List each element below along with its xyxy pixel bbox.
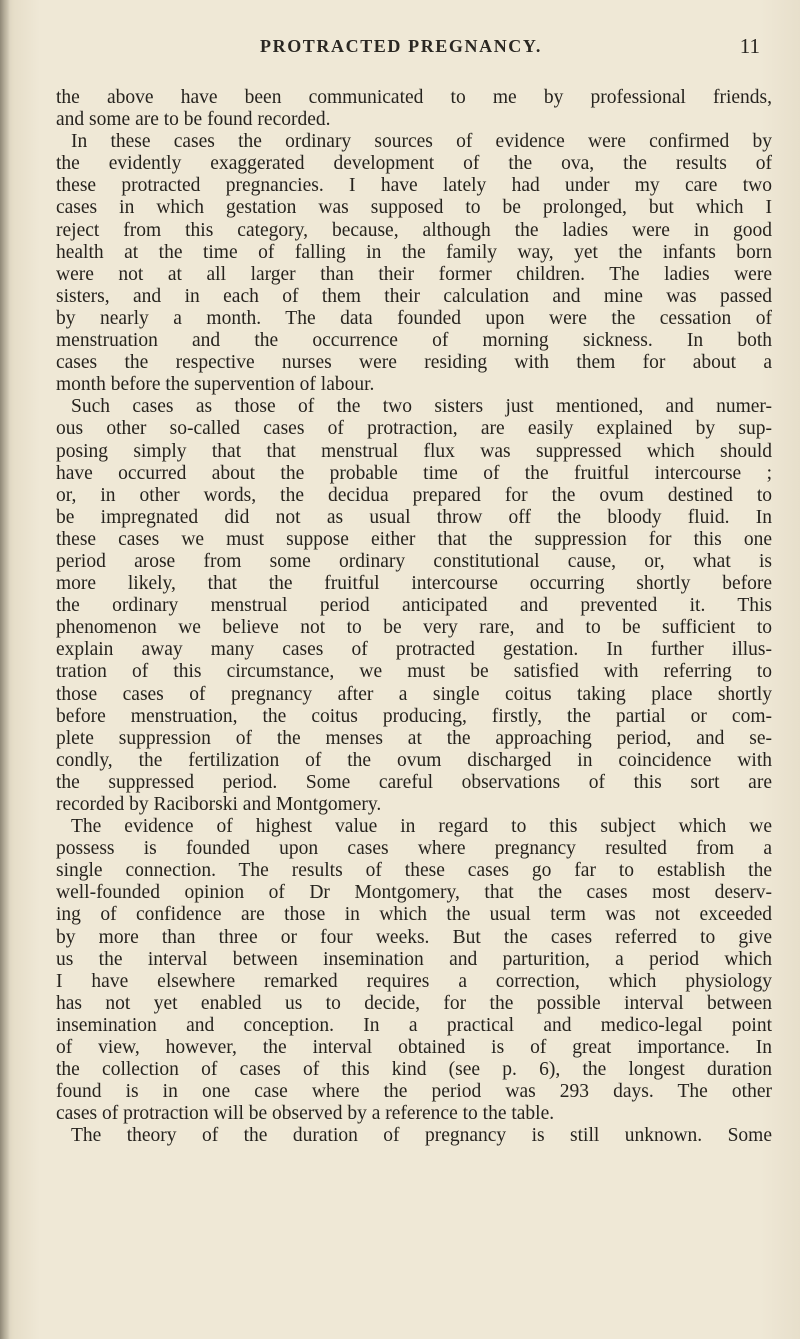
text-line: The evidence of highest value in regard to this subject which we xyxy=(71,816,772,838)
text-line: and some are to be found recorded. xyxy=(56,109,331,131)
text-line: before menstruation, the coitus producing, firstly, the partial or com- xyxy=(56,705,772,727)
text-line: Such cases as those of the two sisters just mentioned, and numer- xyxy=(71,396,772,418)
text-line: be impregnated did not as usual throw off the bloody fluid. In xyxy=(56,506,772,528)
paragraph-2 xyxy=(56,131,772,396)
text-line: explain away many cases of protracted gestation. In further illus- xyxy=(56,639,772,661)
text-line: these protracted pregnancies. I have lately had under my care two xyxy=(56,175,772,197)
text-line: posing simply that that menstrual flux was suppressed which should xyxy=(56,440,772,462)
text-line: the suppressed period. Some careful observations of this sort are xyxy=(56,771,772,793)
page-header xyxy=(200,36,760,66)
text-line: plete suppression of the menses at the approaching period, and se- xyxy=(56,727,772,749)
paragraph-5 xyxy=(56,1125,772,1147)
text-line: health at the time of falling in the family way, yet the infants born xyxy=(56,241,772,263)
binding-gutter-shadow xyxy=(0,0,10,1339)
text-line: I have elsewhere remarked requires a correction, which physiology xyxy=(56,970,772,992)
text-line: ous other so-called cases of protraction, are easily explained by sup- xyxy=(56,418,772,440)
text-line: In these cases the ordinary sources of evidence were confirmed by xyxy=(71,131,772,153)
text-line: possess is founded upon cases where pregnancy resulted from a xyxy=(56,838,772,860)
text-line: cases in which gestation was supposed to be prolonged, but which I xyxy=(56,197,772,219)
text-line: by more than three or four weeks. But the cases referred to give xyxy=(56,926,772,948)
text-line: tration of this circumstance, we must be satisfied with referring to xyxy=(56,661,772,683)
text-line: The theory of the duration of pregnancy is still unknown. Some xyxy=(71,1125,772,1147)
text-line: has not yet enabled us to decide, for the possible interval between xyxy=(56,992,772,1014)
paragraph-4 xyxy=(56,816,772,1125)
text-line: insemination and conception. In a practical and medico-legal point xyxy=(56,1014,772,1036)
text-line: by nearly a month. The data founded upon were the cessation of xyxy=(56,307,772,329)
text-line: the evidently exaggerated development of the ova, the results of xyxy=(56,153,772,175)
text-line: the collection of cases of this kind (see p. 6), the longest duration xyxy=(56,1059,772,1081)
text-line: single connection. The results of these cases go far to establish the xyxy=(56,860,772,882)
text-line: have occurred about the probable time of the fruitful intercourse ; xyxy=(56,462,772,484)
text-line: were not at all larger than their former children. The ladies were xyxy=(56,263,772,285)
page-number: 11 xyxy=(739,34,760,58)
text-line: period arose from some ordinary constitutional cause, or, what is xyxy=(56,550,772,572)
body-text xyxy=(56,87,772,1148)
paragraph-3 xyxy=(56,396,772,816)
text-line: those cases of pregnancy after a single coitus taking place shortly xyxy=(56,683,772,705)
text-line: the above have been communicated to me by professional friends, xyxy=(56,87,772,108)
text-line: ing of confidence are those in which the usual term was not exceeded xyxy=(56,904,772,926)
text-line: or, in other words, the decidua prepared for the ovum destined to xyxy=(56,484,772,506)
text-line: these cases we must suppose either that the suppression for this one xyxy=(56,528,772,550)
text-line: phenomenon we believe not to be very rare, and to be sufficient to xyxy=(56,617,772,639)
text-line: reject from this category, because, although the ladies were in good xyxy=(56,219,772,241)
text-line: of view, however, the interval obtained is of great importance. In xyxy=(56,1037,772,1059)
text-line: the ordinary menstrual period anticipated and prevented it. This xyxy=(56,595,772,617)
text-line: month before the supervention of labour. xyxy=(56,374,375,396)
text-line: cases of protraction will be observed by a reference to the table. xyxy=(56,1103,555,1125)
text-line: more likely, that the fruitful intercourse occurring shortly before xyxy=(56,573,772,595)
text-line: us the interval between insemination and parturition, a period which xyxy=(56,948,772,970)
running-head: PROTRACTED PREGNANCY. xyxy=(260,36,542,56)
text-line: found is in one case where the period was 293 days. The other xyxy=(56,1081,772,1103)
text-line: menstruation and the occurrence of morning sickness. In both xyxy=(56,330,772,352)
text-line: condly, the fertilization of the ovum discharged in coincidence with xyxy=(56,749,772,771)
text-line: well-founded opinion of Dr Montgomery, that the cases most deserv- xyxy=(56,882,772,904)
text-line: sisters, and in each of them their calculation and mine was passed xyxy=(56,285,772,307)
text-line: cases the respective nurses were residing with them for about a xyxy=(56,352,772,374)
text-line: recorded by Raciborski and Montgomery. xyxy=(56,794,382,815)
paragraph-1 xyxy=(56,87,772,131)
